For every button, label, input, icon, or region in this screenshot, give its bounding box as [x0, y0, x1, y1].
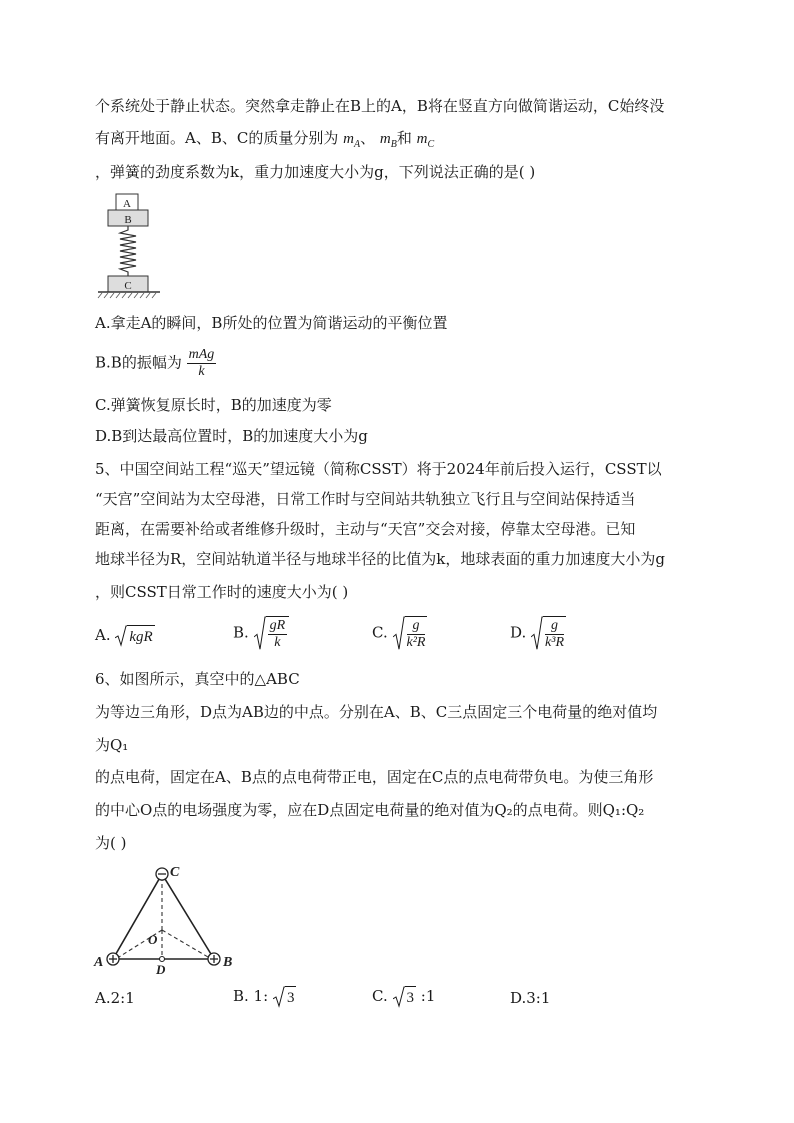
q6-text-line-3: 为Q₁ [95, 736, 129, 754]
option-label: C. [372, 987, 388, 1005]
separator: 、 [360, 129, 376, 147]
sqrt-expression [254, 616, 290, 651]
ratio-tail: :1 [420, 987, 436, 1005]
spring-coil [120, 226, 136, 276]
q6-text-line-5: 的中心O点的电场强度为零，应在D点固定电荷量的绝对值为Q₂的点电荷。则Q₁:Q₂ [95, 801, 645, 819]
block-c-label: C [124, 280, 132, 292]
q5-option-b [233, 616, 289, 651]
sqrt-expression [393, 616, 428, 651]
q5-option-a [95, 625, 155, 647]
vertex-c-label: C [170, 865, 180, 880]
radical-sign [393, 986, 405, 1008]
radical-sign [115, 625, 127, 647]
q6-text-line-4: 的点电荷，固定在A、B点的点电荷带正电，固定在C点的点电荷带负电。为使三角形 [95, 768, 654, 786]
q5-text-line-4: 地球半径为R，空间站轨道半径与地球半径的比值为k，地球表面的重力加速度大小为g [95, 550, 665, 568]
q4-option-a: A.拿走A的瞬间，B所处的位置为简谐运动的平衡位置 [95, 314, 448, 332]
sqrt-expression [393, 986, 417, 1008]
q6-option-d: D.3:1 [510, 989, 551, 1007]
point-d-label: D [156, 962, 166, 976]
option-label: B. 1: [233, 987, 269, 1005]
fraction-denominator: k [198, 364, 205, 379]
block-b-label: B [124, 214, 132, 226]
dashed-ob [162, 930, 208, 957]
vertex-a-label: A [94, 955, 104, 970]
option-label: D. [510, 623, 527, 642]
conjunction: 和 [396, 129, 412, 147]
q5-text-line-1: 5、中国空间站工程“巡天”望远镜（简称CSST）将于2024年前后投入运行，CSST以 [95, 460, 662, 478]
q6-text-line-6: 为( ) [95, 834, 127, 852]
q6-option-a: A.2:1 [95, 989, 135, 1007]
block-a-label: A [123, 198, 131, 210]
q4-option-d: D.B到达最高位置时，B的加速度大小为g [95, 427, 368, 445]
q4-option-b-prefix: B.B的振幅为 [95, 353, 182, 372]
q5-text-line-3: 距离，在需要补给或者维修升级时，主动与“天宫”交会对接，停靠太空母港。已知 [95, 520, 636, 538]
radical-sign [393, 616, 405, 651]
radical-sign [273, 986, 285, 1008]
q5-option-d [510, 616, 566, 651]
q4-mass-intro: 有离开地面。A、B、C的质量分别为 [95, 129, 339, 147]
option-label: C. [372, 623, 388, 642]
option-label: B. [233, 623, 249, 642]
radical-sign [531, 616, 543, 651]
vertex-b-label: B [223, 955, 233, 970]
mass-c: $m_C$ [416, 131, 435, 150]
q4-option-b-fraction [187, 347, 217, 380]
q4-option-b [95, 347, 216, 380]
sqrt-expression [273, 986, 297, 1008]
mass-b: $m_B$ [379, 131, 397, 150]
spring-block-figure [96, 192, 166, 300]
radicand: $\frac{g}{\text{k³R}}$ [545, 618, 565, 650]
center-o-label: O [148, 932, 158, 947]
q5-text-line-2: “天宫”空间站为太空母港，日常工作时与空间站共轨独立飞行且与空间站保持适当 [95, 490, 636, 508]
q5-option-c [372, 616, 427, 651]
radicand: kgR [127, 625, 154, 647]
side-bc [162, 874, 214, 959]
ground-hatch [98, 293, 156, 298]
point-d [160, 957, 165, 962]
fraction-numerator: mAg [188, 347, 215, 362]
q6-option-c [372, 986, 435, 1008]
q5-text-line-5: ，则CSST日常工作时的速度大小为( ) [95, 583, 349, 601]
option-label: A. [95, 626, 111, 644]
sqrt-expression [115, 625, 154, 647]
q6-text-line-1: 6、如图所示，真空中的△ABC [95, 670, 300, 688]
triangle-charge-figure [92, 858, 242, 976]
radicand: 3 [405, 986, 417, 1008]
q6-option-b [233, 986, 296, 1008]
radical-sign [254, 616, 266, 651]
sqrt-expression [531, 616, 566, 651]
q4-text-line-1: 个系统处于静止状态。突然拿走静止在B上的A，B将在竖直方向做简谐运动，C始终没 [95, 97, 665, 115]
mass-a: $m_A$ [343, 131, 361, 150]
radicand: $\frac{gR}{k}$ [266, 616, 290, 651]
q6-text-line-2: 为等边三角形，D点为AB边的中点。分别在A、B、C三点固定三个电荷量的绝对值均 [95, 703, 658, 721]
radicand: $\frac{g}{\text{k²R}}$ [406, 618, 426, 650]
q4-text-line-2 [95, 128, 434, 155]
q4-option-c: C.弹簧恢复原长时，B的加速度为零 [95, 396, 332, 414]
q4-text-line-3: ，弹簧的劲度系数为k，重力加速度大小为g，下列说法正确的是( ) [95, 163, 536, 181]
radicand: 3 [285, 986, 297, 1008]
